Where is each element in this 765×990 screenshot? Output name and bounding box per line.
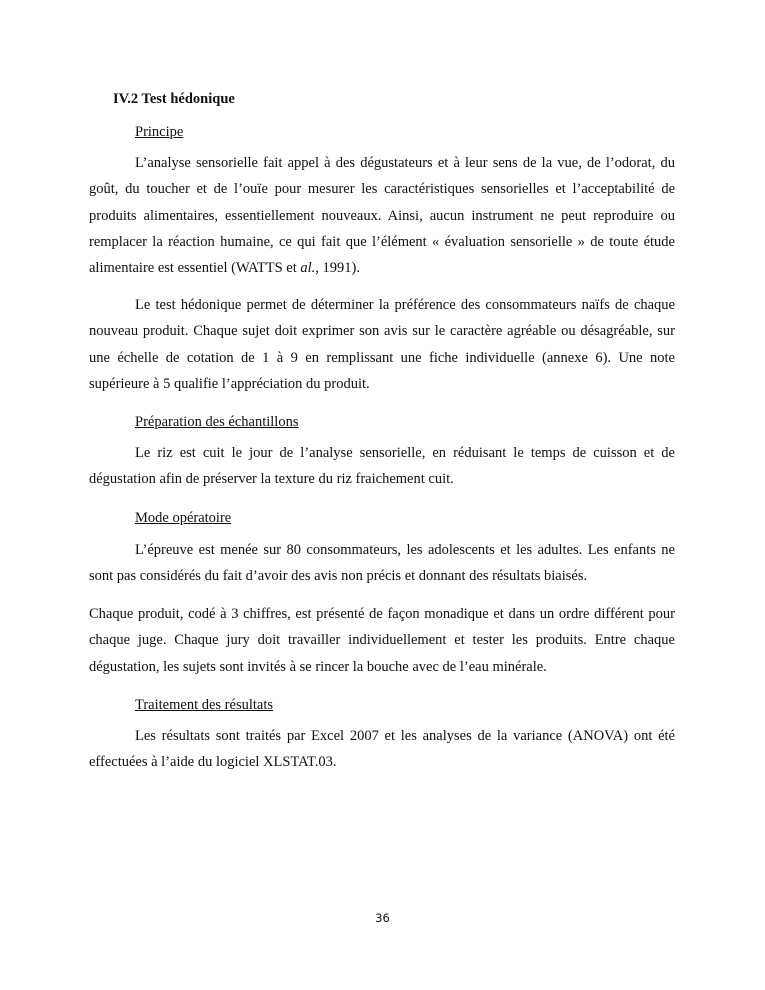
citation-italic: al., xyxy=(300,260,319,277)
subheading-mode-operatoire: Mode opératoire xyxy=(135,510,232,526)
subheading-traitement: Traitement des résultats xyxy=(135,697,273,713)
paragraph-principe-1-end: 1991). xyxy=(318,260,361,277)
paragraph-mode-1: L’épreuve est menée sur 80 consommateurs, les adolescents et les adultes. Les enfants ne sont pas considérés du fait d’avoir des avis non précis et donnant des résultats biaisés. xyxy=(89,542,675,585)
paragraph-principe-1 xyxy=(89,150,675,281)
paragraph-mode-2: Chaque produit, codé à 3 chiffres, est présenté de façon monadique et dans un ordre différent pour chaque juge. Chaque jury doit travailler individuellement et tester les produits. Entre chaque dégustation, les sujets sont invités à se rincer la bouche avec de l’eau minérale. xyxy=(89,606,675,675)
paragraph-preparation: Le riz est cuit le jour de l’analyse sensorielle, en réduisant le temps de cuisson et de dégustation afin de préserver la texture du riz fraichement cuit. xyxy=(89,445,675,488)
paragraph-traitement: Les résultats sont traités par Excel 2007 et les analyses de la variance (ANOVA) ont été effectuées à l’aide du logiciel XLSTAT.03. xyxy=(89,728,675,771)
paragraph-principe-2: Le test hédonique permet de déterminer la préférence des consommateurs naïfs de chaque nouveau produit. Chaque sujet doit exprimer son avis sur le caractère agréable ou désagréable, sur une échelle de cotation de 1 à 9 en remplissant une fiche individuelle (annexe 6). Une note supérieure à 5 qualifie l’appréciation du produit. xyxy=(89,297,675,392)
section-heading: IV.2 Test hédonique xyxy=(113,91,235,107)
paragraph-principe-1-text: L’analyse sensorielle fait appel à des dégustateurs et à leur sens de la vue, de l’odorat, du goût, du toucher et de l’ouïe pour mesurer les caractéristiques sensorielles et l’acceptabilité de produits alimentaires, essentiellement nouveaux. Ainsi, aucun instrument ne peut reproduire ou remplacer la réaction humaine, ce qui fait que l’élément « évaluation sensorielle » de toute étude alimentaire est essentiel (WATTS et xyxy=(89,155,675,277)
page-number: 36 xyxy=(375,911,390,925)
subheading-preparation: Préparation des échantillons xyxy=(135,414,299,430)
subheading-principe: Principe xyxy=(135,124,184,140)
